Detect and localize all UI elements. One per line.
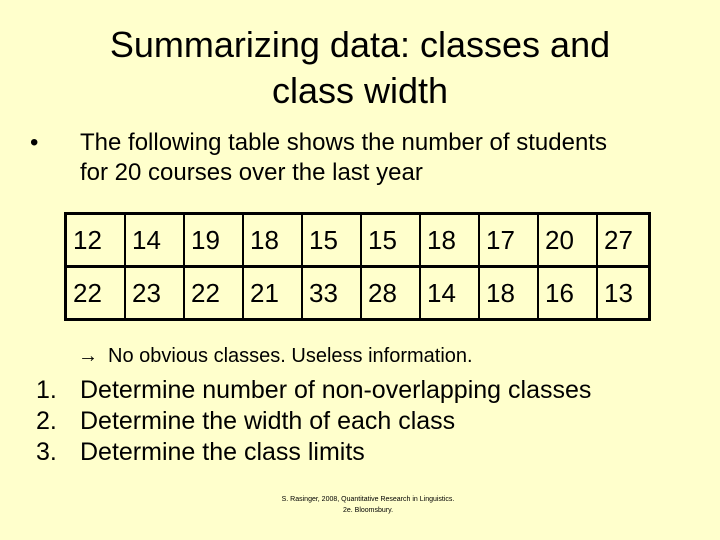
arrow-right-icon: →: [78, 345, 98, 367]
step-text: Determine the class limits: [80, 438, 365, 466]
list-item: [36, 375, 596, 406]
step-number: 1.: [36, 376, 57, 404]
table-cell: 17: [479, 214, 538, 267]
citation-footer: [248, 494, 488, 516]
table-cell: 20: [538, 214, 597, 267]
list-item: [36, 406, 596, 437]
table-cell: 16: [538, 267, 597, 320]
course-students-table: [64, 212, 651, 321]
citation-line-1: S. Rasinger, 2008, Quantitative Research in Linguistics.: [281, 496, 455, 503]
note-text: No obvious classes. Useless information.: [108, 345, 473, 367]
table-cell: 21: [243, 267, 302, 320]
table-row: [66, 214, 650, 267]
table-cell: 33: [302, 267, 361, 320]
bullet-marker: •: [30, 129, 39, 156]
table-cell: 18: [243, 214, 302, 267]
table-cell: 19: [184, 214, 243, 267]
table-cell: 28: [361, 267, 420, 320]
table-cell: 13: [597, 267, 650, 320]
intro-text: The following table shows the number of students for 20 courses over the last year: [80, 129, 607, 186]
step-number: 2.: [36, 407, 57, 435]
title-line-2: class width: [271, 70, 449, 111]
step-text: Determine the width of each class: [80, 407, 456, 435]
table-cell: 12: [66, 214, 126, 267]
table-cell: 23: [125, 267, 184, 320]
table-cell: 18: [479, 267, 538, 320]
slide-title: [60, 22, 660, 114]
step-text: Determine number of non-overlapping classes: [80, 376, 592, 404]
table-cell: 15: [302, 214, 361, 267]
citation-line-2: 2e. Bloomsbury.: [342, 507, 394, 514]
note-line: [78, 342, 473, 370]
list-item: [36, 437, 596, 468]
title-line-1: Summarizing data: classes and: [109, 24, 611, 65]
table-cell: 14: [420, 267, 479, 320]
table-cell: 15: [361, 214, 420, 267]
step-number: 3.: [36, 438, 57, 466]
table-cell: 22: [66, 267, 126, 320]
table-row: [66, 267, 650, 320]
table-cell: 14: [125, 214, 184, 267]
table-cell: 22: [184, 267, 243, 320]
steps-list: [36, 375, 596, 468]
table-cell: 27: [597, 214, 650, 267]
table-cell: 18: [420, 214, 479, 267]
